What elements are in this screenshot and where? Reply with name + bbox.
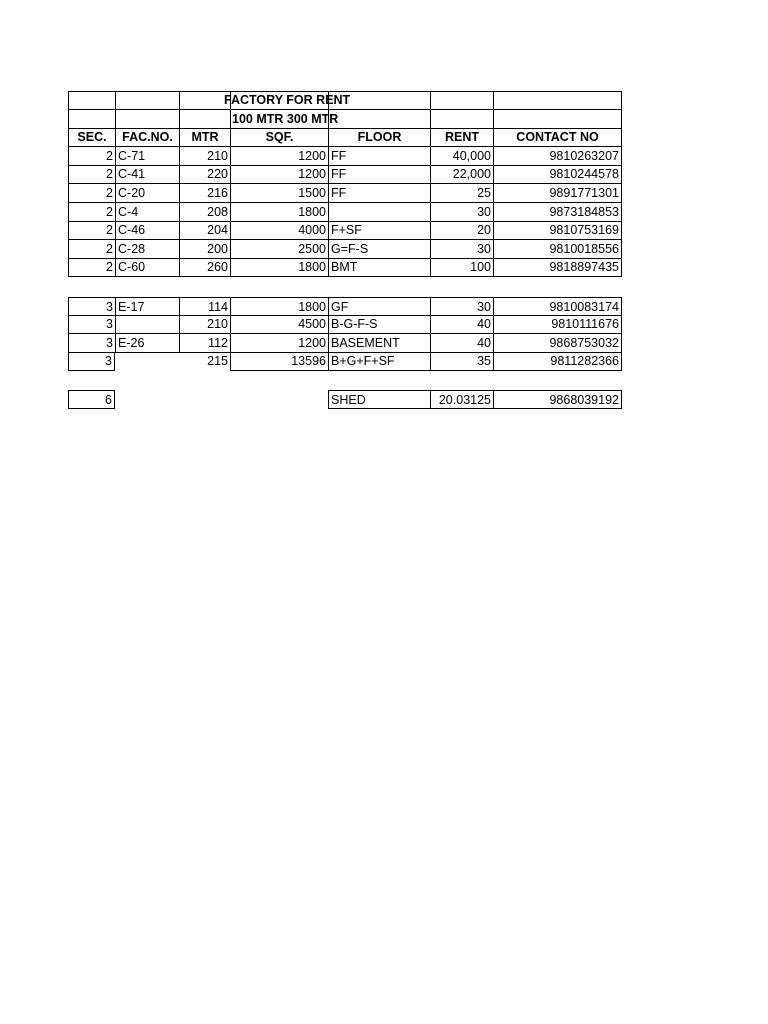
table-cell-contact: 9818897435 bbox=[493, 258, 622, 277]
table-cell-sqf: 1800 bbox=[230, 203, 328, 222]
table-cell-fac-no: C-60 bbox=[115, 258, 179, 277]
table-cell-sec: 2 bbox=[68, 184, 115, 203]
table-cell-rent: 35 bbox=[430, 352, 493, 371]
table-cell-floor: GF bbox=[328, 297, 430, 316]
table-cell-sec: 2 bbox=[68, 221, 115, 240]
table-cell-sec: 3 bbox=[68, 315, 115, 334]
table-cell-sec: 2 bbox=[68, 240, 115, 259]
table-cell-rent: 40 bbox=[430, 334, 493, 353]
table-cell-rent: 30 bbox=[430, 240, 493, 259]
table-cell-contact: 9868039192 bbox=[493, 390, 622, 409]
column-header-floor: FLOOR bbox=[328, 128, 430, 147]
table-cell-contact: 9891771301 bbox=[493, 184, 622, 203]
table-cell-sqf: 1200 bbox=[230, 165, 328, 184]
table-cell-floor: B-G-F-S bbox=[328, 315, 430, 334]
table-cell-sqf: 1200 bbox=[230, 147, 328, 166]
table-cell-sqf: 13596 bbox=[230, 352, 328, 371]
table-cell-rent: 22,000 bbox=[430, 165, 493, 184]
table-cell-sec: 2 bbox=[68, 165, 115, 184]
table-cell-fac-no: C-41 bbox=[115, 165, 179, 184]
table-cell-fac-no: C-71 bbox=[115, 147, 179, 166]
table-cell-mtr: 112 bbox=[179, 334, 230, 353]
subtitle-row-cell bbox=[493, 110, 622, 129]
table-cell-contact: 9810083174 bbox=[493, 297, 622, 316]
column-header-sec: SEC. bbox=[68, 128, 115, 147]
table-cell-contact: 9810111676 bbox=[493, 315, 622, 334]
table-cell-floor: FF bbox=[328, 147, 430, 166]
table-cell-sec: 3 bbox=[68, 297, 115, 316]
table-cell-contact: 9868753032 bbox=[493, 334, 622, 353]
title-row-cell bbox=[68, 91, 115, 110]
title-row-cell bbox=[430, 91, 493, 110]
table-cell-floor: BASEMENT bbox=[328, 334, 430, 353]
table-cell-mtr: 200 bbox=[179, 240, 230, 259]
table-cell-sqf: 1200 bbox=[230, 334, 328, 353]
table-cell-sec: 6 bbox=[68, 390, 115, 409]
column-header-contact: CONTACT NO bbox=[493, 128, 622, 147]
table-cell-floor: F+SF bbox=[328, 221, 430, 240]
table-cell-floor: SHED bbox=[328, 390, 430, 409]
column-header-sqf: SQF. bbox=[230, 128, 328, 147]
title-row-cell bbox=[115, 91, 179, 110]
subtitle-row-cell bbox=[179, 110, 230, 129]
table-cell-mtr: 114 bbox=[179, 297, 230, 316]
table-cell-mtr: 210 bbox=[179, 147, 230, 166]
table-cell-fac-no: E-26 bbox=[115, 334, 179, 353]
table-cell-sqf: 1800 bbox=[230, 297, 328, 316]
table-cell-contact: 9810753169 bbox=[493, 221, 622, 240]
table-cell-sec: 2 bbox=[68, 258, 115, 277]
table-cell-floor: FF bbox=[328, 184, 430, 203]
table-cell-sqf: 1500 bbox=[230, 184, 328, 203]
table-cell-fac-no: C-4 bbox=[115, 203, 179, 222]
column-header-rent: RENT bbox=[430, 128, 493, 147]
subtitle-row-cell bbox=[115, 110, 179, 129]
table-cell-rent: 100 bbox=[430, 258, 493, 277]
table-cell-fac-no bbox=[115, 352, 179, 371]
table-cell-floor bbox=[328, 203, 430, 222]
table-cell-floor: B+G+F+SF bbox=[328, 352, 430, 371]
table-cell-fac-no: C-28 bbox=[115, 240, 179, 259]
table-cell-rent: 40,000 bbox=[430, 147, 493, 166]
table-cell-mtr: 208 bbox=[179, 203, 230, 222]
table-cell-sqf: 2500 bbox=[230, 240, 328, 259]
title-row-cell bbox=[493, 91, 622, 110]
column-header-mtr: MTR bbox=[179, 128, 230, 147]
table-cell-mtr: 260 bbox=[179, 258, 230, 277]
table-cell-fac-no bbox=[115, 315, 179, 334]
table-cell-rent: 30 bbox=[430, 203, 493, 222]
table-cell-fac-no: C-46 bbox=[115, 221, 179, 240]
table-cell-mtr: 210 bbox=[179, 315, 230, 334]
table-cell-contact: 9811282366 bbox=[493, 352, 622, 371]
table-cell-floor: BMT bbox=[328, 258, 430, 277]
table-cell-sec: 2 bbox=[68, 147, 115, 166]
table-cell-fac-no: E-17 bbox=[115, 297, 179, 316]
table-cell-contact: 9810018556 bbox=[493, 240, 622, 259]
table-cell-sqf: 1800 bbox=[230, 258, 328, 277]
table-cell-sqf: 4500 bbox=[230, 315, 328, 334]
table-cell-sec: 3 bbox=[68, 352, 115, 371]
table-cell-fac-no: C-20 bbox=[115, 184, 179, 203]
table-cell-floor: G=F-S bbox=[328, 240, 430, 259]
table-cell-mtr: 215 bbox=[207, 354, 228, 369]
table-cell-floor: FF bbox=[328, 165, 430, 184]
table-cell-rent: 20 bbox=[430, 221, 493, 240]
table-cell-sqf: 4000 bbox=[230, 221, 328, 240]
subtitle-row-cell bbox=[430, 110, 493, 129]
column-header-fac-no: FAC.NO. bbox=[115, 128, 179, 147]
table-cell-rent: 25 bbox=[430, 184, 493, 203]
sheet-title: FACTORY FOR RENT bbox=[224, 93, 351, 107]
table-cell-mtr: 220 bbox=[179, 165, 230, 184]
table-cell-sec: 2 bbox=[68, 203, 115, 222]
table-cell-rent: 20.03125 bbox=[430, 390, 493, 409]
table-cell-rent: 40 bbox=[430, 315, 493, 334]
table-cell-contact: 9810263207 bbox=[493, 147, 622, 166]
table-cell-mtr: 216 bbox=[179, 184, 230, 203]
table-cell-mtr: 204 bbox=[179, 221, 230, 240]
subtitle-row-cell bbox=[68, 110, 115, 129]
table-cell-contact: 9810244578 bbox=[493, 165, 622, 184]
sheet-subtitle: 100 MTR 300 MTR bbox=[232, 111, 339, 126]
table-cell-contact: 9873184853 bbox=[493, 203, 622, 222]
table-cell-sec: 3 bbox=[68, 334, 115, 353]
table-cell-rent: 30 bbox=[430, 297, 493, 316]
